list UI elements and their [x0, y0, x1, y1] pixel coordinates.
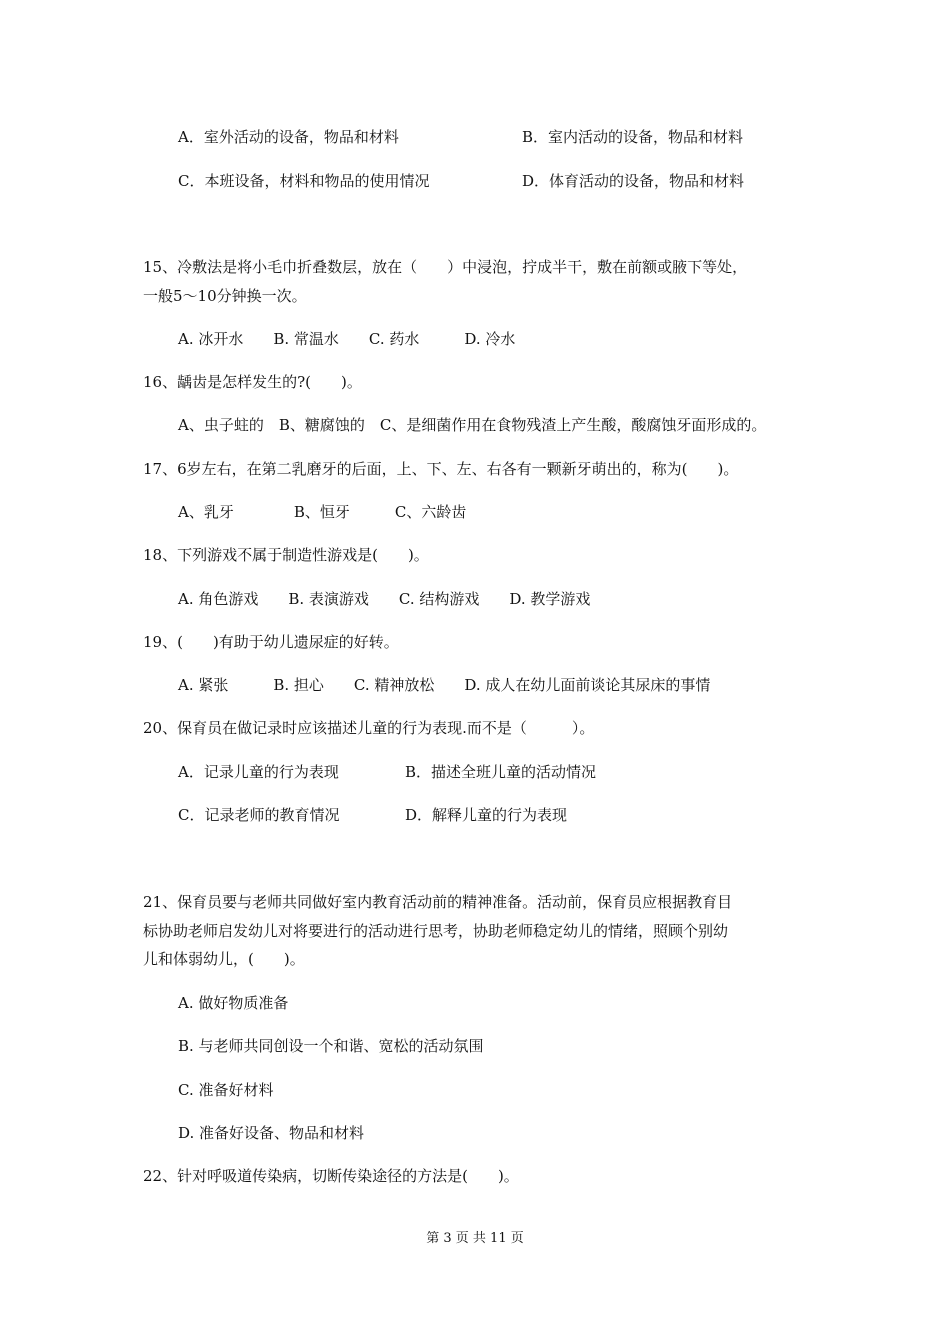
q21-stem-line3: 儿和体弱幼儿，( )。: [143, 950, 305, 968]
q14-option-c: C．本班设备，材料和物品的使用情况: [178, 172, 430, 190]
q19-stem: 19、( )有助于幼儿遗尿症的好转。: [143, 633, 399, 651]
q14-option-d: D．体育活动的设备，物品和材料: [522, 172, 745, 190]
q21-stem-line2: 标协助老师启发幼儿对将要进行的活动进行思考，协助老师稳定幼儿的情绪，照顾个别幼: [143, 922, 729, 940]
q16-stem: 16、龋齿是怎样发生的?( )。: [143, 373, 362, 391]
q21-option-a: A. 做好物质准备: [178, 994, 289, 1012]
q16-options: A、虫子蛀的 B、糖腐蚀的 C、是细菌作用在食物残渣上产生酸，酸腐蚀牙面形成的。: [178, 416, 767, 434]
q17-options: A、乳牙 B、恒牙 C、六龄齿: [178, 503, 467, 521]
page-number-footer: 第 3 页 共 11 页: [426, 1231, 524, 1246]
q20-option-c: C．记录老师的教育情况: [178, 806, 340, 824]
q15-stem-line2: 一般5～10分钟换一次。: [143, 287, 307, 305]
q21-option-d: D. 准备好设备、物品和材料: [178, 1124, 365, 1142]
q20-option-b: B．描述全班儿童的活动情况: [405, 763, 597, 781]
q18-stem: 18、下列游戏不属于制造性游戏是( )。: [143, 546, 429, 564]
q14-option-a: A．室外活动的设备，物品和材料: [178, 128, 399, 146]
q20-option-d: D．解释儿童的行为表现: [405, 806, 568, 824]
q17-stem: 17、6岁左右，在第二乳磨牙的后面，上、下、左、右各有一颗新牙萌出的，称为( )。: [143, 460, 739, 478]
q14-option-b: B．室内活动的设备，物品和材料: [522, 128, 744, 146]
q21-stem-line1: 21、保育员要与老师共同做好室内教育活动前的精神准备。活动前，保育员应根据教育目: [143, 893, 733, 911]
q22-stem: 22、针对呼吸道传染病，切断传染途径的方法是( )。: [143, 1167, 519, 1185]
q19-options: A. 紧张 B. 担心 C. 精神放松 D. 成人在幼儿面前谈论其尿床的事情: [178, 676, 711, 694]
q18-options: A. 角色游戏 B. 表演游戏 C. 结构游戏 D. 教学游戏: [178, 590, 591, 608]
q21-option-c: C. 准备好材料: [178, 1081, 274, 1099]
q15-stem-line1: 15、冷敷法是将小毛巾折叠数层，放在（ ）中浸泡，拧成半干，敷在前额或腋下等处，: [143, 258, 748, 276]
q20-option-a: A．记录儿童的行为表现: [178, 763, 339, 781]
q15-options: A. 冰开水 B. 常温水 C. 药水 D. 冷水: [178, 330, 516, 348]
q20-stem: 20、保育员在做记录时应该描述儿童的行为表现.而不是（ ）。: [143, 719, 595, 737]
q21-option-b: B. 与老师共同创设一个和谐、宽松的活动氛围: [178, 1037, 484, 1055]
